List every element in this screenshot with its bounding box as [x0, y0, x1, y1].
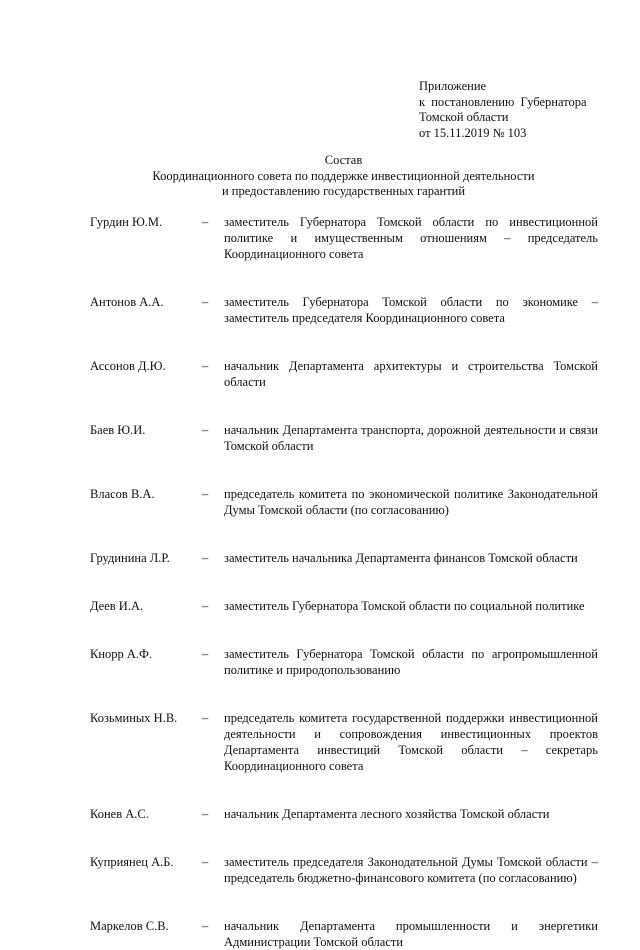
member-entry — [90, 358, 598, 390]
member-role: начальник Департамента транспорта, дорожной деятельности и связи Томской области — [224, 423, 598, 453]
member-entry — [90, 294, 598, 326]
member-entry — [90, 806, 598, 822]
member-dash: – — [202, 215, 209, 229]
document-title — [90, 153, 597, 200]
member-entry — [90, 646, 598, 678]
appendix-line-2: к постановлению Губернатора — [419, 94, 587, 109]
member-entry — [90, 214, 598, 262]
member-entry — [90, 918, 598, 950]
member-entry — [90, 854, 598, 886]
title-line-2: Координационного совета по поддержке инвестиционной деятельности — [152, 168, 535, 183]
member-dash: – — [202, 711, 209, 725]
appendix-line-1: Приложение — [419, 79, 487, 93]
member-role: начальник Департамента промышленности и энергетики Администрации Томской области — [224, 919, 598, 949]
member-name: Кнорр А.Ф. — [90, 647, 153, 661]
member-name: Гурдин Ю.М. — [90, 215, 163, 229]
member-name: Власов В.А. — [90, 487, 155, 501]
member-role: заместитель Губернатора Томской области по социальной политике — [224, 599, 585, 613]
appendix-line-3: Томской области — [419, 110, 509, 124]
member-entry — [90, 422, 598, 454]
member-dash: – — [202, 295, 209, 309]
member-dash: – — [202, 423, 209, 437]
member-entry — [90, 598, 598, 614]
member-name: Козьминых Н.В. — [90, 711, 178, 725]
member-name: Конев А.С. — [90, 807, 149, 821]
member-name: Антонов А.А. — [90, 295, 164, 309]
member-dash: – — [202, 919, 209, 933]
member-role: начальник Департамента архитектуры и строительства Томской области — [224, 359, 598, 389]
member-name: Баев Ю.И. — [90, 423, 146, 437]
appendix-line-4: от 15.11.2019 № 103 — [419, 125, 527, 140]
member-dash: – — [202, 487, 209, 501]
member-dash: – — [202, 359, 209, 373]
member-name: Ассонов Д.Ю. — [90, 359, 166, 373]
member-name: Грудинина Л.Р. — [90, 551, 170, 565]
member-entry — [90, 550, 598, 566]
member-role: заместитель председателя Законодательной Думы Томской области – председатель бюджетно-финансового комитета (по согласованию) — [224, 855, 598, 885]
title-line-1: Состав — [324, 153, 363, 167]
member-role: заместитель начальника Департамента финансов Томской области — [224, 551, 578, 565]
member-role: председатель комитета государственной поддержки инвестиционной деятельности и сопровождения инвестиционных проектов Департамента инвестиций Томской области – секретарь Координационного совета — [224, 711, 598, 773]
member-dash: – — [202, 855, 209, 869]
member-role: заместитель Губернатора Томской области по агропромышленной политике и природопользованию — [224, 647, 598, 677]
member-role: заместитель Губернатора Томской области по инвестиционной политике и имущественным отношениям – председатель Координационного совета — [224, 215, 598, 261]
member-dash: – — [202, 551, 209, 565]
member-entry — [90, 710, 598, 774]
member-role: заместитель Губернатора Томской области по экономике – заместитель председателя Координационного совета — [224, 295, 598, 325]
member-name: Деев И.А. — [90, 599, 144, 613]
appendix-header — [419, 79, 587, 141]
member-entry — [90, 486, 598, 518]
member-dash: – — [202, 807, 209, 821]
member-role: председатель комитета по экономической политике Законодательной Думы Томской области (по согласованию) — [224, 487, 598, 517]
member-dash: – — [202, 599, 209, 613]
title-line-3: и предоставлению государственных гарантий — [221, 184, 466, 198]
member-role: начальник Департамента лесного хозяйства Томской области — [224, 807, 550, 821]
member-name: Куприянец А.Б. — [90, 855, 174, 869]
members-list — [90, 214, 598, 950]
member-dash: – — [202, 647, 209, 661]
member-name: Маркелов С.В. — [90, 919, 169, 933]
